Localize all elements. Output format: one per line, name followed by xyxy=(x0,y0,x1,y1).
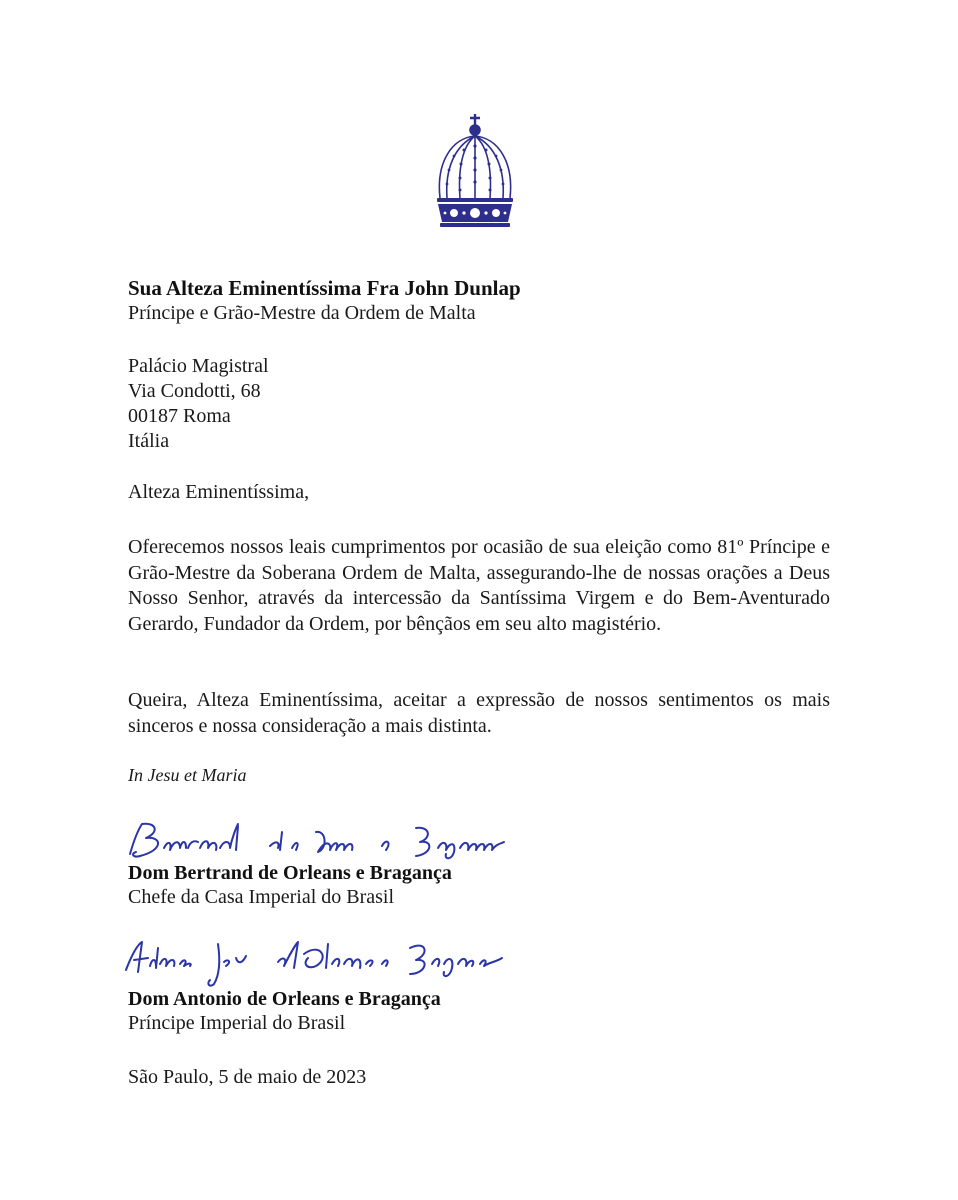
signatory-name: Dom Bertrand de Orleans e Bragança xyxy=(128,862,452,884)
closing-phrase: In Jesu et Maria xyxy=(128,765,247,785)
recipient-name: Sua Alteza Eminentíssima Fra John Dunlap xyxy=(128,276,521,300)
recipient-title: Príncipe e Grão-Mestre da Ordem de Malta xyxy=(128,302,476,324)
address-line: Itália xyxy=(128,430,170,452)
signatory-name: Dom Antonio de Orleans e Bragança xyxy=(128,988,441,1010)
address-line: Palácio Magistral xyxy=(128,355,269,377)
signatory-title: Chefe da Casa Imperial do Brasil xyxy=(128,886,395,908)
body-paragraph: Oferecemos nossos leais cumprimentos por ocasião de sua eleição como 81º Príncipe e Grão-Mestre da Soberana Ordem de Malta, assegurando-lhe de nossas orações a Deus Nosso Senhor, através da intercessão da Santíssima Virgem e do Bem-Aventurado Gerardo, Fundador da Ordem, por bênçãos em seu alto magistério. xyxy=(128,536,830,635)
signature-bertrand xyxy=(120,818,510,864)
recipient-address xyxy=(128,354,269,454)
address-line: Via Condotti, 68 xyxy=(128,380,261,402)
imperial-crown-icon xyxy=(432,112,518,232)
signatory-title: Príncipe Imperial do Brasil xyxy=(128,1012,346,1034)
salutation: Alteza Eminentíssima, xyxy=(128,481,310,503)
body-paragraph: Queira, Alteza Eminentíssima, aceitar a expressão de nossos sentimentos os mais sinceros e nossa consideração a mais distinta. xyxy=(128,689,830,737)
place-and-date: São Paulo, 5 de maio de 2023 xyxy=(128,1066,367,1088)
signature-antonio xyxy=(120,934,505,988)
address-line: 00187 Roma xyxy=(128,405,231,427)
